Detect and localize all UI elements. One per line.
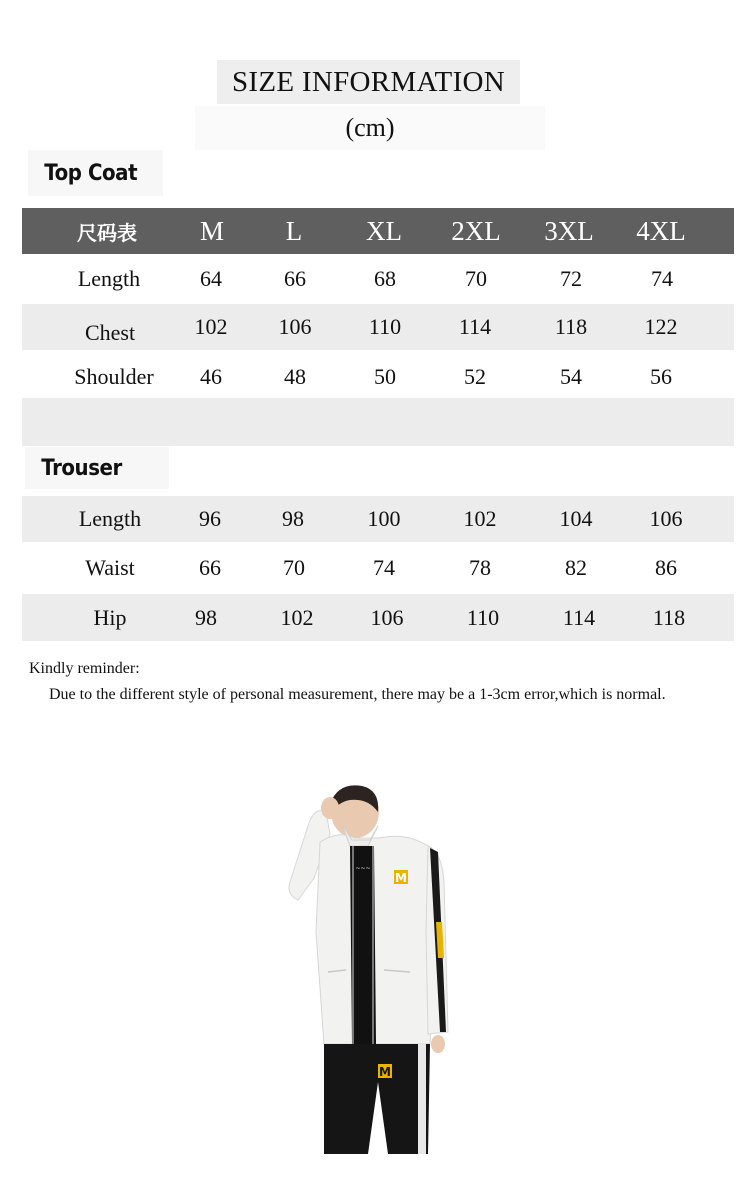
table-cell: 70 xyxy=(465,266,487,291)
table-spacer-row xyxy=(22,398,734,446)
table-row xyxy=(22,256,734,302)
header-cell: XL xyxy=(366,215,402,246)
table-row xyxy=(22,545,734,591)
table-cell: 100 xyxy=(367,506,401,531)
table-row xyxy=(22,594,734,641)
table-cell: 64 xyxy=(200,266,222,291)
table-cell: 114 xyxy=(562,604,596,630)
svg-text:~~~: ~~~ xyxy=(355,865,371,872)
table-cell: 50 xyxy=(374,364,396,389)
table-cell: 96 xyxy=(199,506,221,531)
svg-text:M: M xyxy=(379,1065,391,1079)
header-cell: M xyxy=(199,215,225,246)
model-hand xyxy=(321,797,339,819)
unit-label: (cm) xyxy=(195,106,545,150)
table-cell: 78 xyxy=(469,555,491,580)
header-cell: 3XL xyxy=(544,215,594,246)
table-cell: 102 xyxy=(194,314,228,339)
table-cell: 46 xyxy=(200,364,222,389)
page-title: SIZE INFORMATION xyxy=(217,60,520,104)
reminder-text: Due to the different style of personal measurement, there may be a 1-3cm error,which is normal. xyxy=(49,686,666,703)
row-label: Hip xyxy=(93,604,127,630)
table-cell: 98 xyxy=(195,604,217,630)
header-cell: 2XL xyxy=(451,215,501,246)
table-cell: 106 xyxy=(649,506,683,531)
table-cell: 70 xyxy=(283,555,305,580)
row-label: Length xyxy=(78,506,142,531)
table-cell: 102 xyxy=(280,604,314,630)
row-label: Chest xyxy=(84,320,136,345)
table-cell: 106 xyxy=(278,314,312,339)
table-cell: 118 xyxy=(652,604,686,630)
table-cell: 98 xyxy=(282,506,304,531)
top-coat-section-label: Top Coat xyxy=(28,150,163,196)
header-cell: 尺码表 xyxy=(77,220,137,245)
product-photo xyxy=(280,782,450,1154)
table-cell: 122 xyxy=(644,314,678,339)
table-row xyxy=(22,354,734,400)
trouser-section-label: Trouser xyxy=(25,447,169,489)
row-label: Length xyxy=(77,266,141,291)
table-cell: 54 xyxy=(560,364,582,389)
table-cell: 56 xyxy=(650,364,672,389)
table-cell: 68 xyxy=(374,266,396,291)
table-cell: 82 xyxy=(565,555,587,580)
table-cell: 52 xyxy=(464,364,486,389)
inner-tshirt xyxy=(350,846,376,1044)
trouser-stripe xyxy=(418,1044,426,1154)
row-label: Waist xyxy=(85,555,135,580)
svg-text:M: M xyxy=(395,871,407,885)
table-cell: 66 xyxy=(199,555,221,580)
table-cell: 48 xyxy=(284,364,306,389)
size-table-header xyxy=(22,208,734,254)
table-cell: 66 xyxy=(284,266,306,291)
table-cell: 110 xyxy=(466,604,500,630)
table-row xyxy=(22,496,734,542)
reminder-title: Kindly reminder: xyxy=(29,660,140,677)
table-cell: 86 xyxy=(655,555,677,580)
trousers xyxy=(324,1044,430,1154)
table-cell: 114 xyxy=(458,314,492,339)
table-cell: 74 xyxy=(651,266,673,291)
row-label: Shoulder xyxy=(74,364,154,389)
table-cell: 72 xyxy=(560,266,582,291)
table-cell: 104 xyxy=(559,506,593,531)
table-row xyxy=(22,304,734,350)
table-cell: 74 xyxy=(373,555,395,580)
table-cell: 110 xyxy=(368,314,402,339)
jacket-body xyxy=(316,835,436,1044)
table-cell: 102 xyxy=(463,506,497,531)
table-cell: 118 xyxy=(554,314,588,339)
header-cell: 4XL xyxy=(636,215,686,246)
header-cell: L xyxy=(285,215,303,246)
table-cell: 106 xyxy=(370,604,404,630)
